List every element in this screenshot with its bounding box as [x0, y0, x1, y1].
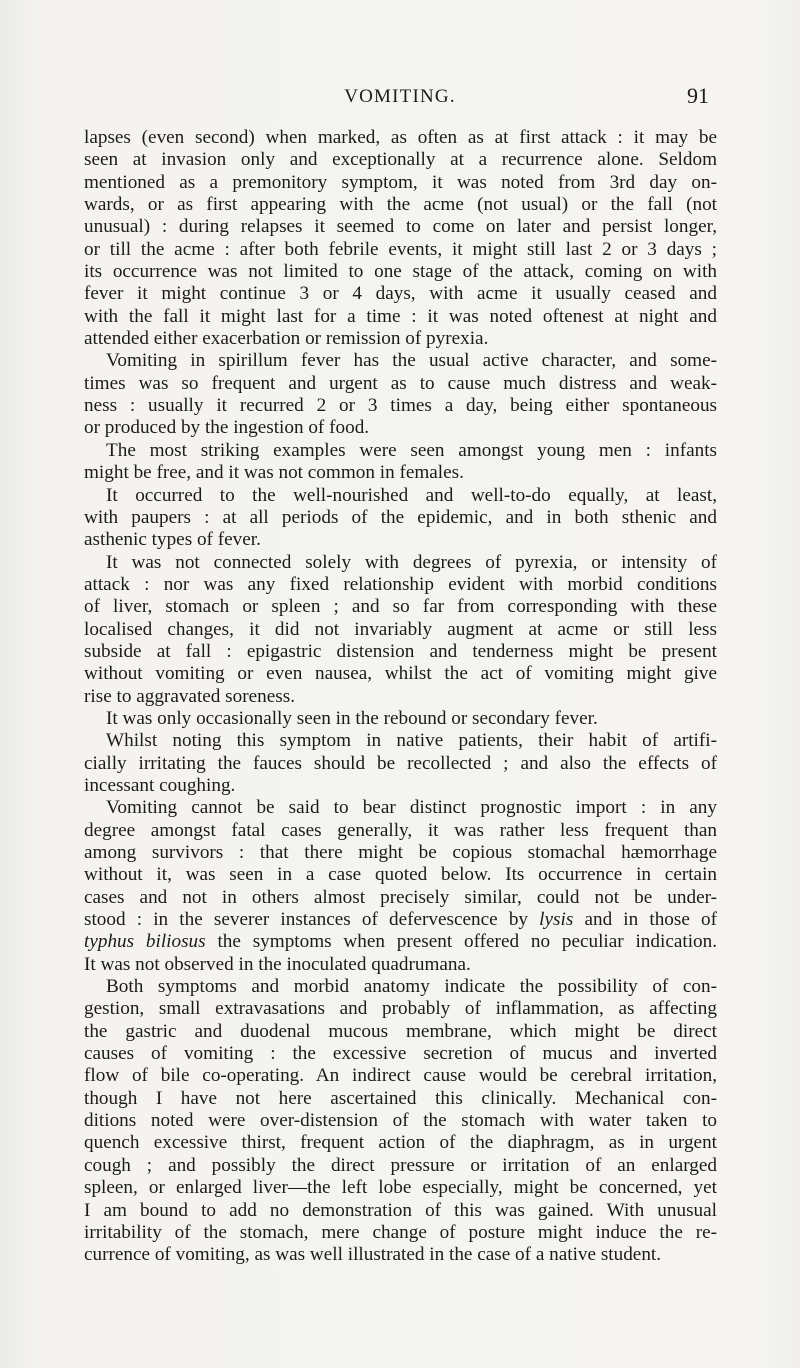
- page-header: [0, 83, 800, 112]
- text-line: The most striking examples were seen amongst young men : infants: [106, 439, 717, 461]
- text-line: without vomiting or even nausea, whilst the act of vomiting might give: [84, 663, 717, 685]
- text-line: subside at fall : epigastric distension and tenderness might be present: [84, 640, 717, 662]
- text-line: [84, 931, 717, 953]
- text-line: causes of vomiting : the excessive secretion of mucus and inverted: [84, 1043, 717, 1065]
- body-text: [84, 127, 717, 1267]
- text-line: without it, was seen in a case quoted below. Its occurrence in certain: [84, 864, 717, 886]
- text-line: It was not connected solely with degrees of pyrexia, or intensity of: [106, 551, 717, 573]
- text-line: cases and not in others almost precisely similar, could not be under-: [84, 886, 717, 908]
- text-line: Vomiting cannot be said to bear distinct prognostic import : in any: [106, 797, 717, 819]
- text-line: It was only occasionally seen in the rebound or secondary fever.: [106, 707, 598, 729]
- text-line: with paupers : at all periods of the epidemic, and in both sthenic and: [84, 506, 717, 528]
- text-line: [84, 909, 717, 931]
- text-line: I am bound to add no demonstration of this was gained. With unusual: [84, 1199, 717, 1221]
- text-line: unusual) : during relapses it seemed to come on later and persist longer,: [84, 216, 717, 238]
- text-line: incessant coughing.: [84, 774, 236, 796]
- text-line: seen at invasion only and exceptionally at a recurrence alone. Seldom: [84, 149, 717, 171]
- text-line: rise to aggravated soreness.: [84, 685, 295, 707]
- text-line: its occurrence was not limited to one stage of the attack, coming on with: [84, 261, 717, 283]
- text-line: Whilst noting this symptom in native patients, their habit of artifi-: [106, 730, 717, 752]
- text-line: mentioned as a premonitory symptom, it was noted from 3rd day on-: [84, 171, 717, 193]
- text-line: cough ; and possibly the direct pressure or irritation of an enlarged: [84, 1154, 717, 1176]
- text-line: or produced by the ingestion of food.: [84, 417, 370, 439]
- italic-term: typhus biliosus: [84, 931, 206, 953]
- text-line: might be free, and it was not common in females.: [84, 462, 464, 484]
- text-line: spleen, or enlarged liver—the left lobe especially, might be concerned, yet: [84, 1177, 717, 1199]
- text-line: asthenic types of fever.: [84, 529, 261, 551]
- running-title: VOMITING.: [344, 86, 456, 107]
- text-line: ness : usually it recurred 2 or 3 times a day, being either spontaneous: [84, 395, 717, 417]
- text-line: or till the acme : after both febrile events, it might still last 2 or 3 days ;: [84, 238, 717, 260]
- text-line: lapses (even second) when marked, as often as at first attack : it may be: [84, 127, 717, 148]
- text-line: degree amongst fatal cases generally, it was rather less frequent than: [84, 819, 717, 841]
- text-line: localised changes, it did not invariably augment at acme or still less: [84, 618, 717, 640]
- text-line: attack : nor was any fixed relationship evident with morbid conditions: [84, 573, 717, 595]
- text-line: though I have not here ascertained this clinically. Mechanical con-: [84, 1087, 717, 1109]
- text-line: wards, or as first appearing with the acme (not usual) or the fall (not: [84, 194, 717, 216]
- page-number: 91: [687, 83, 709, 108]
- text-line: attended either exacerbation or remission of pyrexia.: [84, 328, 489, 350]
- text-line: cially irritating the fauces should be recollected ; and also the effects of: [84, 752, 717, 774]
- text-line: irritability of the stomach, mere change of posture might induce the re-: [84, 1221, 717, 1243]
- text-line: quench excessive thirst, frequent action of the diaphragm, as in urgent: [84, 1132, 717, 1154]
- text-line: flow of bile co-operating. An indirect cause would be cerebral irritation,: [84, 1065, 717, 1087]
- text-line: among survivors : that there might be copious stomachal hæmorrhage: [84, 842, 717, 863]
- italic-term: lysis: [539, 909, 574, 931]
- text-line: of liver, stomach or spleen ; and so far from corresponding with these: [84, 596, 717, 618]
- text-line: the gastric and duodenal mucous membrane, which might be direct: [84, 1020, 717, 1042]
- text-segment: and in those of: [584, 909, 718, 931]
- text-line: with the fall it might last for a time : it was noted oftenest at night and: [84, 305, 717, 327]
- text-line: Both symptoms and morbid anatomy indicate the possibility of con-: [106, 976, 717, 998]
- text-line: It occurred to the well-nourished and well-to-do equally, at least,: [106, 484, 717, 506]
- text-segment: the symptoms when present offered no peculiar indication.: [217, 931, 718, 953]
- text-line: currence of vomiting, as was well illustrated in the case of a native student.: [84, 1244, 662, 1266]
- text-line: Vomiting in spirillum fever has the usual active character, and some-: [106, 350, 717, 372]
- text-line: fever it might continue 3 or 4 days, with acme it usually ceased and: [84, 283, 717, 305]
- text-line: gestion, small extravasations and probably of inflammation, as affecting: [84, 998, 717, 1020]
- text-line: ditions noted were over-distension of the stomach with water taken to: [84, 1110, 717, 1132]
- text-segment: stood : in the severer instances of defervescence by: [84, 909, 529, 931]
- text-line: times was so frequent and urgent as to cause much distress and weak-: [84, 372, 717, 394]
- text-line: It was not observed in the inoculated quadrumana.: [84, 953, 471, 975]
